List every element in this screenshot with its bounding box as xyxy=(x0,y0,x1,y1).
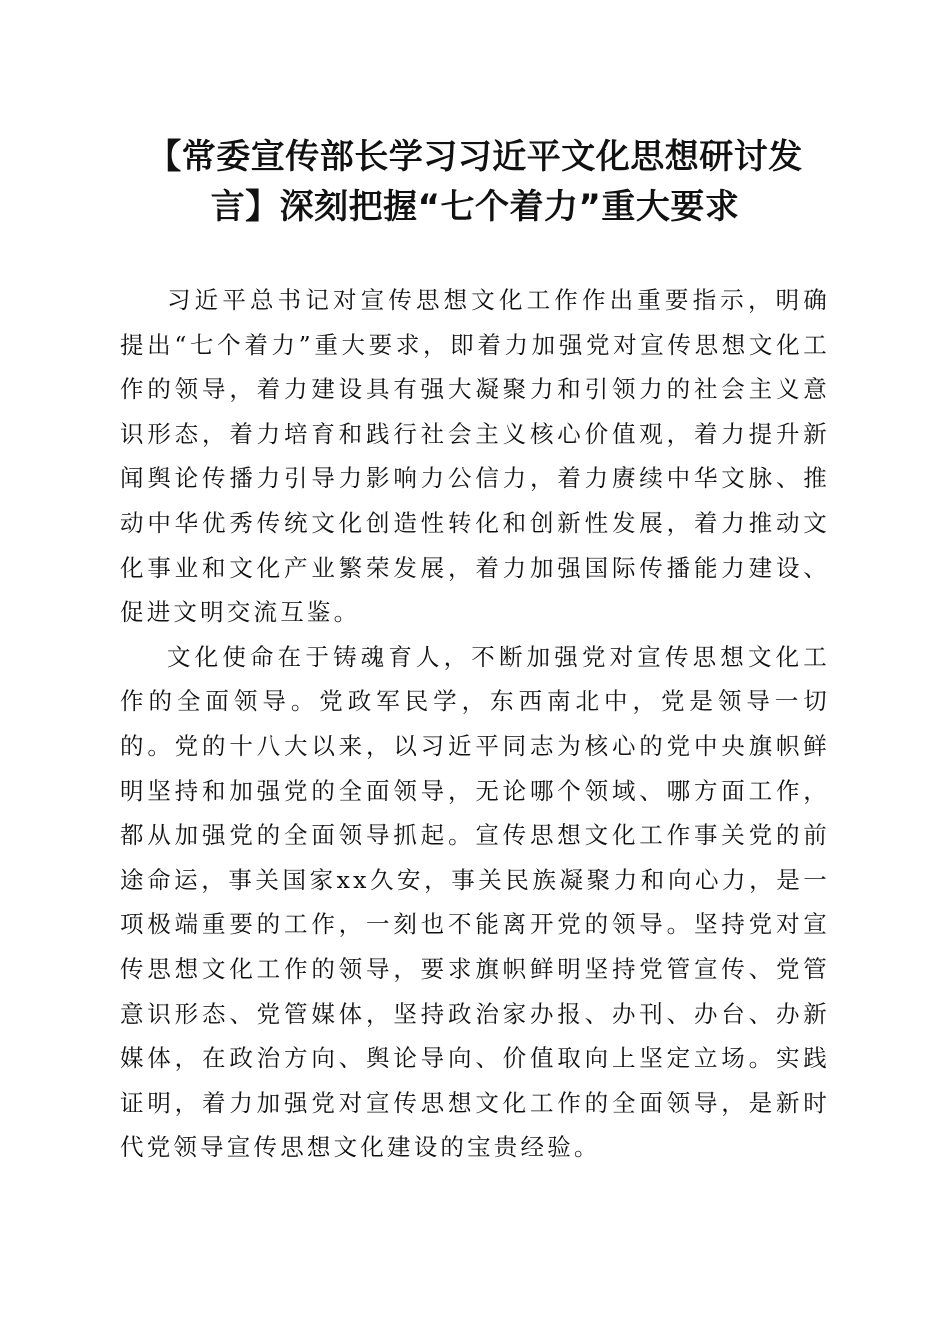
document-title xyxy=(120,132,830,232)
title-line-1: 【常委宣传部长学习习近平文化思想研讨发 xyxy=(147,137,803,177)
title-line-2: 言】深刻把握“七个着力”重大要求 xyxy=(210,187,740,227)
document-body xyxy=(120,278,830,1170)
paragraph-1: 习近平总书记对宣传思想文化工作作出重要指示，明确提出“七个着力”重大要求，即着力加强党对宣传思想文化工作的领导，着力建设具有强大凝聚力和引领力的社会主义意识形态，着力培育和践行社会主义核心价值观，着力提升新闻舆论传播力引导力影响力公信力，着力赓续中华文脉、推动中华优秀传统文化创造性转化和创新性发展，着力推动文化事业和文化产业繁荣发展，着力加强国际传播能力建设、促进文明交流互鉴。 xyxy=(120,286,830,627)
paragraph-2: 文化使命在于铸魂育人，不断加强党对宣传思想文化工作的全面领导。党政军民学，东西南北中，党是领导一切的。党的十八大以来，以习近平同志为核心的党中央旗帜鲜明坚持和加强党的全面领导，无论哪个领域、哪方面工作，都从加强党的全面领导抓起。宣传思想文化工作事关党的前途命运，事关国家xx久安，事关民族凝聚力和向心力，是一项极端重要的工作，一刻也不能离开党的领导。坚持党对宣传思想文化工作的领导，要求旗帜鲜明坚持党管宣传、党管意识形态、党管媒体，坚持政治家办报、办刊、办台、办新媒体，在政治方向、舆论导向、价值取向上坚定立场。实践证明，着力加强党对宣传思想文化工作的全面领导，是新时代党领导宣传思想文化建设的宝贵经验。 xyxy=(120,642,830,1162)
